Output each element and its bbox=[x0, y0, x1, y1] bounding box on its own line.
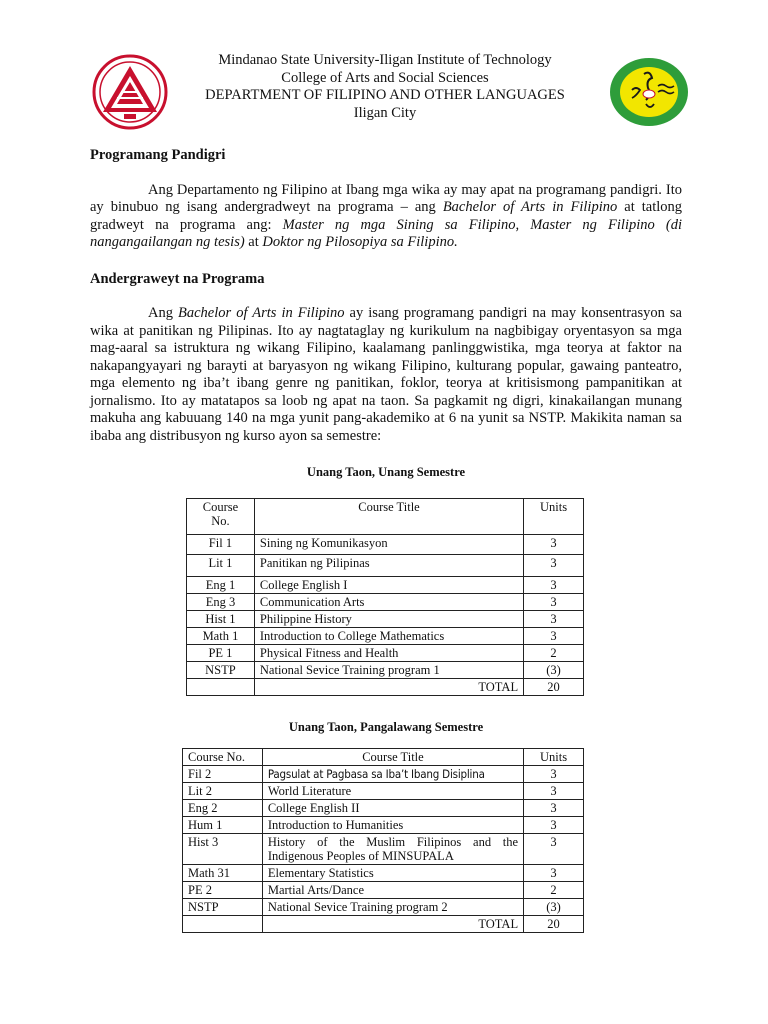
para1-text-c: at bbox=[244, 234, 263, 250]
header-course-no: Course No. bbox=[187, 498, 255, 534]
table-row bbox=[187, 576, 584, 593]
course-units: 3 bbox=[524, 817, 584, 834]
total-units: 20 bbox=[524, 678, 584, 695]
course-title: National Sevice Training program 1 bbox=[254, 661, 523, 678]
table1-title: Unang Taon, Unang Semestre bbox=[306, 465, 466, 479]
course-no: Hist 1 bbox=[187, 610, 255, 627]
table-row bbox=[183, 783, 584, 800]
course-units: 2 bbox=[524, 882, 584, 899]
header-course-title: Course Title bbox=[254, 498, 523, 534]
course-no: NSTP bbox=[187, 661, 255, 678]
para1-text-a: Ang Departamento ng Filipino at Ibang mga wika ay may apat na programang pandigri. Ito ay binubuo ng isang andergradweyt na programa – ang bbox=[90, 181, 682, 215]
course-title: Pagsulat at Pagbasa sa Iba’t Ibang Disiplina bbox=[262, 766, 523, 783]
course-title: College English II bbox=[262, 800, 523, 817]
course-units: 3 bbox=[524, 534, 584, 554]
university-name: Mindanao State University-Iligan Institute of Technology bbox=[218, 52, 552, 68]
course-title: Panitikan ng Pilipinas bbox=[254, 554, 523, 576]
course-title: World Literature bbox=[262, 783, 523, 800]
table-row bbox=[187, 644, 584, 661]
course-no: NSTP bbox=[183, 899, 263, 916]
section-title-programs: Programang Pandigri bbox=[90, 147, 226, 163]
para1-text-b: at tatlong gradweyt na programa ang: bbox=[90, 199, 683, 233]
course-title: Martial Arts/Dance bbox=[262, 882, 523, 899]
course-no: Hum 1 bbox=[183, 817, 263, 834]
course-units: 3 bbox=[524, 865, 584, 882]
institution-heading bbox=[170, 52, 600, 122]
course-no: Fil 2 bbox=[183, 766, 263, 783]
para1-italic-1: Bachelor of Arts in Filipino bbox=[442, 199, 618, 215]
paragraph-undergraduate bbox=[90, 305, 682, 445]
table-header-row bbox=[187, 498, 584, 534]
course-title: Philippine History bbox=[254, 610, 523, 627]
table2-title: Unang Taon, Pangalawang Semestre bbox=[288, 719, 484, 734]
table-row bbox=[187, 627, 584, 644]
course-title: History of the Muslim Filipinos and the Indigenous Peoples of MINSUPALA bbox=[262, 834, 523, 865]
header-course-no: Course No. bbox=[183, 749, 263, 766]
table-row bbox=[187, 610, 584, 627]
table-row bbox=[187, 661, 584, 678]
empty-cell bbox=[187, 678, 255, 695]
total-label: TOTAL bbox=[254, 678, 523, 695]
course-no: Math 1 bbox=[187, 627, 255, 644]
course-units: 3 bbox=[524, 766, 584, 783]
course-no: Lit 2 bbox=[183, 783, 263, 800]
header-course-title: Course Title bbox=[262, 749, 523, 766]
section-title-undergraduate: Andergraweyt na Programa bbox=[90, 270, 265, 287]
course-table-second-semester bbox=[182, 748, 584, 933]
table-row bbox=[187, 534, 584, 554]
course-units: (3) bbox=[524, 661, 584, 678]
course-no: Lit 1 bbox=[187, 554, 255, 576]
table-header-row bbox=[183, 749, 584, 766]
course-title: Introduction to Humanities bbox=[262, 817, 523, 834]
university-seal-logo bbox=[87, 54, 173, 130]
para1-italic-3: Doktor ng Pilosopiya sa Filipino. bbox=[262, 234, 458, 250]
course-units: 3 bbox=[524, 800, 584, 817]
course-title: Elementary Statistics bbox=[262, 865, 523, 882]
letterhead bbox=[0, 50, 768, 130]
course-no: Eng 1 bbox=[187, 576, 255, 593]
para1-italic-2: Master ng mga Sining sa Filipino, Master ng Filipino (di nangangailangan ng tesis) bbox=[90, 216, 682, 250]
course-title: Communication Arts bbox=[254, 593, 523, 610]
course-units: 3 bbox=[524, 593, 584, 610]
course-no: PE 1 bbox=[187, 644, 255, 661]
para2-text-a: Ang bbox=[148, 305, 179, 321]
course-no: Eng 2 bbox=[183, 800, 263, 817]
para2-italic-1: Bachelor of Arts in Filipino bbox=[178, 305, 345, 321]
department-name: DEPARTMENT OF FILIPINO AND OTHER LANGUAGES bbox=[205, 87, 565, 103]
table-row bbox=[183, 882, 584, 899]
course-no: Eng 3 bbox=[187, 593, 255, 610]
empty-cell bbox=[183, 916, 263, 933]
course-units: 3 bbox=[524, 554, 584, 576]
document-body bbox=[90, 147, 682, 933]
table-row bbox=[183, 899, 584, 916]
table-total-row bbox=[183, 916, 584, 933]
course-units: 3 bbox=[524, 834, 584, 865]
paragraph-programs bbox=[90, 182, 682, 252]
course-title: Physical Fitness and Health bbox=[254, 644, 523, 661]
table-row bbox=[187, 554, 584, 576]
table-row bbox=[187, 593, 584, 610]
course-units: 2 bbox=[524, 644, 584, 661]
total-label: TOTAL bbox=[262, 916, 523, 933]
course-units: 3 bbox=[524, 783, 584, 800]
table-row bbox=[183, 800, 584, 817]
header-units: Units bbox=[524, 749, 584, 766]
header-units: Units bbox=[524, 498, 584, 534]
table-row bbox=[183, 834, 584, 865]
course-no: Hist 3 bbox=[183, 834, 263, 865]
course-no: Fil 1 bbox=[187, 534, 255, 554]
course-units: (3) bbox=[524, 899, 584, 916]
city-name: Iligan City bbox=[353, 104, 417, 121]
course-title: Introduction to College Mathematics bbox=[254, 627, 523, 644]
course-no: PE 2 bbox=[183, 882, 263, 899]
course-title: Sining ng Komunikasyon bbox=[254, 534, 523, 554]
course-table-first-semester bbox=[186, 498, 584, 696]
table-row bbox=[183, 817, 584, 834]
course-no: Math 31 bbox=[183, 865, 263, 882]
course-units: 3 bbox=[524, 576, 584, 593]
para2-text-b: ay isang programang pandigri na may konsentrasyon sa wika at panitikan ng Pilipinas. Ito ay nagtataglay ng kurikulum na nagbibigay oryentasyon sa mga mag-aaral sa istruktura ng wikang Filipino, kaalamang panlinggwistika, mga teorya at faktor na nakapangyayari ng barayti at baryasyon ng wikang Filipino, kulturang popular, gawaing panteatro, mga elemento ng iba’t ibang genre ng panitikan, foklor, teorya at kritisismong pampanitikan at jornalismo. Ito ay matatapos sa loob ng apat na taon. Sa pagkamit ng digri, kinakailangan munang makuha ang kabuuang 140 na mga yunit pang-akademiko at 6 na yunit sa NSTP. Makikita naman sa ibaba ang distribusyon ng kurso ayon sa semestre: bbox=[90, 305, 682, 444]
course-units: 3 bbox=[524, 627, 584, 644]
course-title: National Sevice Training program 2 bbox=[262, 899, 523, 916]
total-units: 20 bbox=[524, 916, 584, 933]
table-row bbox=[183, 865, 584, 882]
table-row bbox=[183, 766, 584, 783]
college-name: College of Arts and Social Sciences bbox=[281, 69, 489, 86]
course-units: 3 bbox=[524, 610, 584, 627]
table-total-row bbox=[187, 678, 584, 695]
department-logo bbox=[608, 56, 690, 128]
course-title: College English I bbox=[254, 576, 523, 593]
